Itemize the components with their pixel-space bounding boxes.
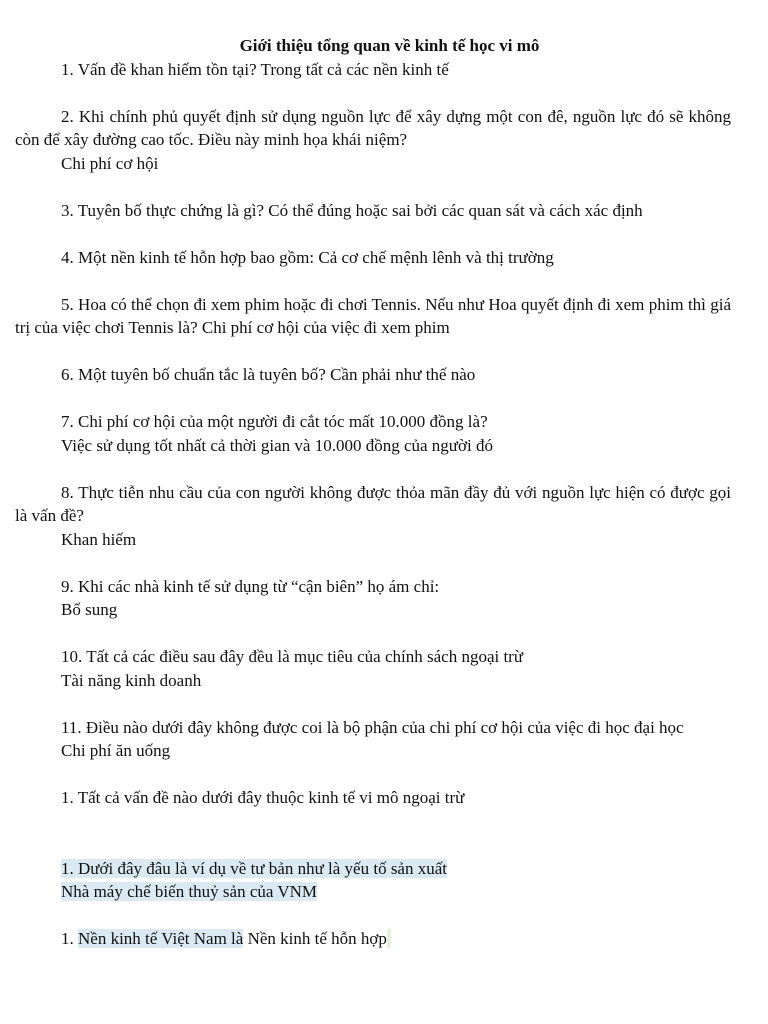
highlighted-text: Nhà máy chế biến thuỷ sản của VNM xyxy=(61,882,318,901)
spacer xyxy=(15,763,731,787)
spacer xyxy=(15,222,731,246)
answer-11: Chi phí ăn uống xyxy=(61,741,171,760)
highlighted-text: Nền kinh tế Việt Nam là xyxy=(78,929,244,948)
spacer xyxy=(15,622,731,646)
question-3: 3. Tuyên bố thực chứng là gì? Có thể đúng hoặc sai bởi các quan sát và cách xác định xyxy=(61,200,643,220)
spacer xyxy=(15,269,731,293)
answer-2: Chi phí cơ hội xyxy=(61,153,159,173)
answer-13 xyxy=(15,880,731,904)
question-1: 1. Vấn đề khan hiếm tồn tại? Trong tất cả các nền kinh tế xyxy=(61,59,449,79)
question-11: 11. Điều nào dưới đây không được coi là bộ phận của chi phí cơ hội của việc đi học đại học xyxy=(61,717,684,737)
spacer xyxy=(15,810,731,857)
spacer xyxy=(15,340,731,364)
highlighted-text: 1. Dưới đây đâu là ví dụ về tư bản như là yếu tố sản xuất xyxy=(61,858,447,878)
spacer xyxy=(15,457,731,481)
question-12: 1. Tất cả vấn đề nào dưới đây thuộc kinh tế vi mô ngoại trừ xyxy=(61,788,465,807)
spacer xyxy=(15,387,731,411)
question-9: 9. Khi các nhà kinh tế sử dụng từ “cận biên” họ ám chỉ: xyxy=(61,576,440,596)
answer-7: Việc sử dụng tốt nhất cả thời gian và 10.000 đồng của người đó xyxy=(61,435,493,455)
question-2: 2. Khi chính phủ quyết định sử dụng nguồn lực để xây dựng một con đê, nguồn lực đó sẽ không còn để xây đường cao tốc. Điều này minh họa khái niệm? xyxy=(15,106,731,149)
answer-8: Khan hiếm xyxy=(61,529,137,549)
question-8: 8. Thực tiễn nhu cầu của con người không được thỏa mãn đầy đủ với nguồn lực hiện có được gọi là vấn đề? xyxy=(15,482,731,525)
question-5: 5. Hoa có thể chọn đi xem phim hoặc đi chơi Tennis. Nếu như Hoa quyết định đi xem phim thì giá trị của việc chơi Tennis là? Chi phí cơ hội của việc đi xem phim xyxy=(15,294,731,337)
document-title: Giới thiệu tổng quan về kinh tế học vi mô xyxy=(239,36,540,55)
spacer xyxy=(15,692,731,716)
spacer xyxy=(15,175,731,199)
answer-10: Tài năng kinh doanh xyxy=(61,670,202,690)
spacer xyxy=(15,904,731,928)
question-number: 1. xyxy=(61,929,78,948)
question-14 xyxy=(15,927,731,951)
question-4: 4. Một nền kinh tế hỗn hợp bao gồm: Cả cơ chế mệnh lênh và thị trường xyxy=(61,247,554,267)
question-13 xyxy=(15,857,731,881)
answer-14: Nền kinh tế hỗn hợp xyxy=(243,929,387,948)
question-6: 6. Một tuyên bố chuẩn tắc là tuyên bố? Cần phải như thế nào xyxy=(61,365,476,384)
spacer xyxy=(15,551,731,575)
answer-9: Bổ sung xyxy=(61,600,118,619)
highlight-marker xyxy=(387,929,391,948)
question-10: 10. Tất cả các điều sau đây đều là mục tiêu của chính sách ngoại trừ xyxy=(61,647,524,666)
spacer xyxy=(15,81,731,105)
question-7: 7. Chi phí cơ hội của một người đi cắt tóc mất 10.000 đồng là? xyxy=(61,412,488,431)
